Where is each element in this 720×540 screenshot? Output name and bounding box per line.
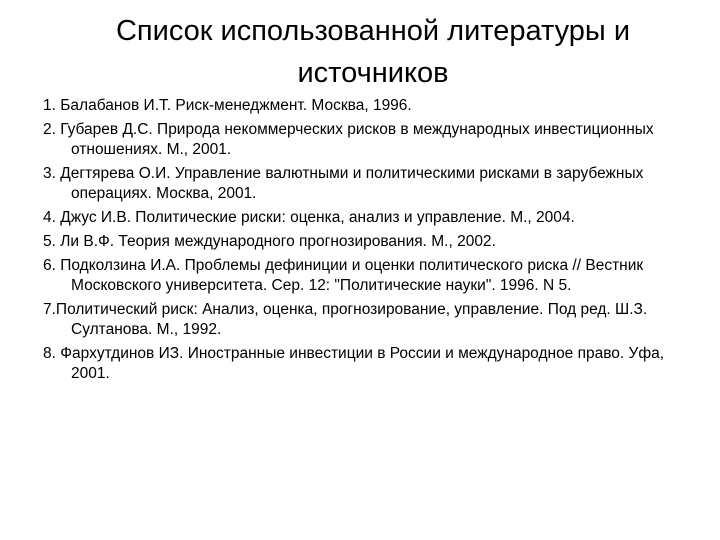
- slide-title: [40, 10, 706, 94]
- reference-item-1: 1. Балабанов И.Т. Риск-менеджмент. Москва, 1996.: [43, 97, 412, 114]
- reference-item-7: 7.Политический риск: Анализ, оценка, прогнозирование, управление. Под ред. Ш.З. Султанова. М., 1992.: [43, 301, 648, 338]
- reference-item-8: 8. Фархутдинов ИЗ. Иностранные инвестиции в России и международное право. Уфа, 2001.: [43, 345, 665, 382]
- slide-title-line-2: источников: [297, 57, 449, 89]
- reference-item-4: 4. Джус И.В. Политические риски: оценка, анализ и управление. М., 2004.: [43, 209, 575, 226]
- slide-title-line-1: Список использованной литературы и: [115, 15, 631, 47]
- reference-item-3: 3. Дегтярева О.И. Управление валютными и политическими рисками в зарубежных операциях. Москва, 2001.: [43, 165, 644, 202]
- reference-list: [43, 96, 683, 388]
- reference-item-6: 6. Подколзина И.А. Проблемы дефиниции и оценки политического риска // Вестник Московского университета. Сер. 12: "Политические науки". 1996. N 5.: [43, 257, 644, 294]
- reference-item-5: 5. Ли В.Ф. Теория международного прогнозирования. М., 2002.: [43, 233, 496, 250]
- reference-item-2: 2. Губарев Д.С. Природа некоммерческих рисков в международных инвестиционных отношениях. М., 2001.: [43, 121, 654, 158]
